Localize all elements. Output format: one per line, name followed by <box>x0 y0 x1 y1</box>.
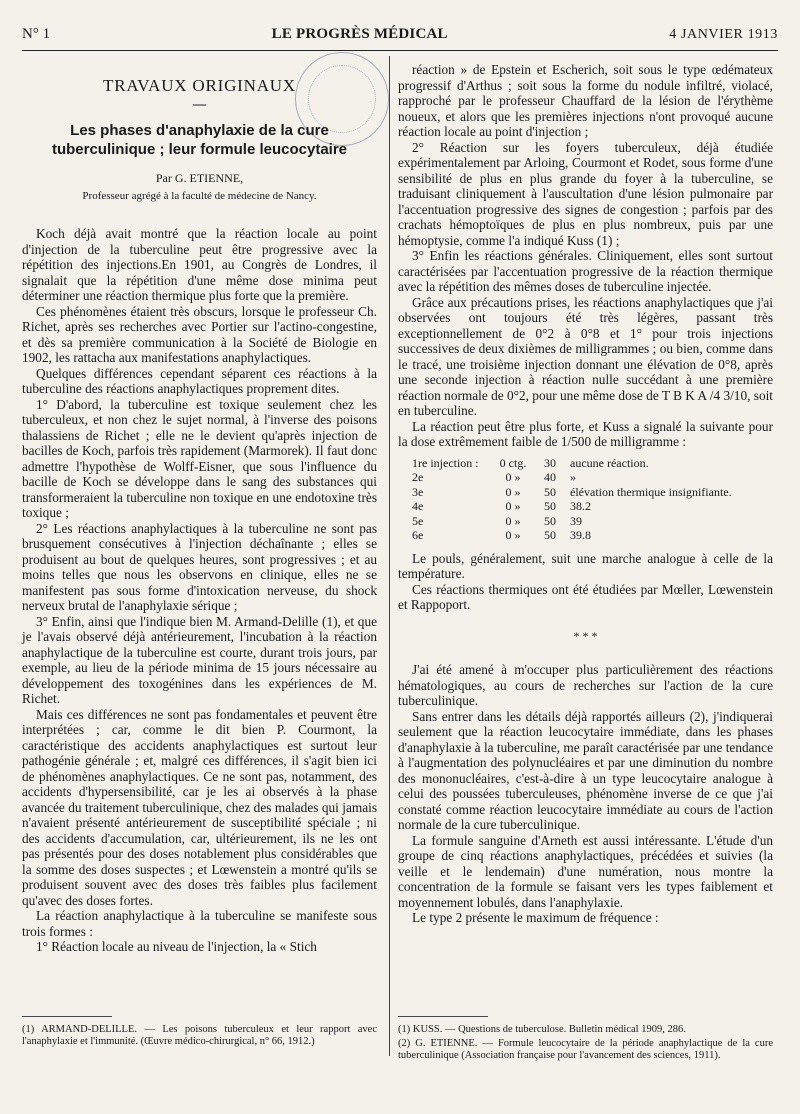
body-paragraph: La formule sanguine d'Arneth est aussi intéressante. L'étude d'un groupe de cinq réactions anaphylactiques, précédées et suivies (la veille et le lendemain) d'une numération, nous montre la concentration de la formule se faisant vers les types faiblement et moyennement lobulés, dans l'anaphylaxie. <box>398 832 773 910</box>
left-column <box>22 70 377 955</box>
table-cell-ctg: 0 » <box>505 484 521 499</box>
body-paragraph: 2° Les réactions anaphylactiques à la tuberculine ne sont pas brusquement consécutives à l'injection déchaînante ; elles se produisent au bout de quelques heures, sont progressives ; et au moins telles que nous les observons en clinique, elles ne se manifestent pas sous forme d'intoxication nerveuse, du shock nerveux brutal de l'anaphylaxie sérique ; <box>22 520 377 613</box>
body-paragraph: Ces phénomènes étaient très obscurs, lorsque le professeur Ch. Richet, après ses recherches avec Portier sur l'actino-congestine, et dès sa première communication à la Société de Biologie en 1902, les rattacha aux manifestations anaphylactiques. <box>22 303 377 365</box>
body-paragraph: 3° Enfin, ainsi que l'indique bien M. Armand-Delille (1), et que je l'avais observé déjà antérieurement, l'incubation à la réaction anaphylactique de la tuberculine est courte, durant trois jours, par exemple, au lieu de la période minima de 15 jours nécessaire au développement des toxogénines dans les expériences de M. Richet. <box>22 613 377 706</box>
table-cell-result: » <box>570 470 576 484</box>
section-dash: — <box>192 95 207 111</box>
table-cell-result: 38.2 <box>570 499 591 513</box>
table-row <box>412 470 773 485</box>
injection-table <box>412 456 773 543</box>
body-paragraph: 3° Enfin les réactions générales. Cliniquement, elles sont surtout caractérisées par l'accentuation progressive de la réaction thermique avec la répétition des mêmes doses de tuberculine injectée. <box>398 248 773 294</box>
body-paragraph: 2° Réaction sur les foyers tuberculeux, déjà étudiée expérimentalement par Arloing, Courmont et Rodet, sous forme d'une sensibilité de plus en plus grande du foyer à la tuberculine, se traduisant cliniquement à l'auscultation d'une lésion pulmonaire par l'accentuation progressive des signes de congestion ; parfois par des crachats hémoptoïques de plus en plus nombreux, puis par une hémoptysie, comme l'a indiqué Kuss (1) ; <box>398 139 773 248</box>
footnotes-left <box>22 1024 377 1050</box>
table-cell-dose: 50 <box>544 484 556 499</box>
footnote-rule-right <box>398 1016 488 1017</box>
table-cell-dose: 50 <box>544 513 556 528</box>
table-cell-result: 39 <box>570 513 582 528</box>
table-row <box>412 514 773 529</box>
body-paragraph: J'ai été amené à m'occuper plus particulièrement des réactions hématologiques, au cours de recherches sur l'action de la cure tuberculinique. <box>398 662 773 708</box>
author-affiliation: Professeur agrégé à la faculté de médecine de Nancy. <box>82 189 317 202</box>
right-body-a <box>398 62 773 450</box>
section-heading: TRAVAUX ORIGINAUX <box>103 76 296 95</box>
table-cell-inj: 4e <box>412 499 424 513</box>
table-cell-ctg: 0 » <box>505 528 521 542</box>
body-paragraph: réaction » de Epstein et Escherich, soit sous le type œdémateux progressif d'Arthus ; soit sous la forme du nodule infiltré, violacé, rapproché par le professeur Chauffard de la lésion de l'érythème noueux, et alors que les premières injections n'ont provoqué aucune réaction locale au point d'injection ; <box>398 62 773 139</box>
right-column <box>398 62 773 926</box>
table-cell-result: élévation thermique insignifiante. <box>570 484 732 499</box>
section-separator: * * * <box>573 628 598 643</box>
body-paragraph: La réaction anaphylactique à la tuberculine se manifeste sous trois formes : <box>22 908 377 939</box>
author-byline: Par G. ETIENNE, <box>155 171 244 185</box>
table-row <box>412 499 773 514</box>
table-cell-ctg: 0 » <box>505 470 521 484</box>
footnote: (2) G. ETIENNE. — Formule leucocytaire de la période anaphylactique de la cure tuberculinique (Association française pour l'avancement des sciences, 1911). <box>398 1038 773 1061</box>
table-cell-ctg: 0 » <box>505 513 521 528</box>
right-body-b <box>398 551 773 613</box>
issue-number: N° 1 <box>22 26 51 42</box>
body-paragraph: Koch déjà avait montré que la réaction locale au point d'injection de la tuberculine peut être progressive avec la répétition des injections.En 1901, au Congrès de Londres, il signalait que la répétition d'une même dose minima peut déterminer une réaction thermique plus forte que la première. <box>22 226 377 303</box>
body-paragraph: 1° Réaction locale au niveau de l'injection, la « Stich <box>36 939 317 954</box>
body-paragraph: La réaction peut être plus forte, et Kuss a signalé la suivante pour la dose extrêmement faible de 1/500 de milligramme : <box>398 418 773 449</box>
table-cell-inj: 1re injection : <box>412 455 479 470</box>
table-cell-inj: 6e <box>412 528 424 542</box>
body-paragraph: Mais ces différences ne sont pas fondamentales et peuvent être interprétées ; car, comme le dit bien P. Courmont, la caractéristique des accidents anaphylactiques est surtout leur pathogénie générale ; et, malgré ces différences, il s'agit bien ici de phénomènes anaphylactiques. Ce ne sont pas, notamment, des accidents d'hypersensibilité, car je les ai observés à la phase avancée du traitement tuberculinique, chez des malades qui jamais n'avaient présenté antérieurement de susceptibilité spéciale ; ni des accidents d'accumulation, car, ultérieurement, ils ne les ont pas présentés pour des doses notablement plus considérables que la somme des doses suspectes ; et Lœwenstein a montré qu'ils se produisent souvent avec des doses très faibles plus facilement qu'avec des doses fortes. <box>22 706 377 908</box>
issue-date: 4 JANVIER 1913 <box>669 27 778 42</box>
body-paragraph: Le type 2 présente le maximum de fréquence : <box>412 910 659 925</box>
footnote: (1) KUSS. — Questions de tuberculose. Bulletin médical 1909, 286. <box>398 1024 686 1035</box>
table-cell-ctg: 0 ctg. <box>499 455 527 470</box>
body-paragraph: Sans entrer dans les détails déjà rapportés ailleurs (2), j'indiquerai seulement que la réaction leucocytaire immédiate, dans les phases d'anaphylaxie à la tuberculine, me paraît caractérisée par une tendance à l'augmentation des polynucléaires et par une diminution du nombre des mononucléaires, c'est-à-dire à un type leucocytaire analogue à celui des poussées tuberculeuses, phénomène inverse de ce que j'ai constaté comme réaction leucocytaire immédiate au cours de l'action normale de la cure tuberculinique. <box>398 708 773 832</box>
footnote: (1) ARMAND-DELILLE. — Les poisons tuberculeux et leur rapport avec l'anaphylaxie et l'immunité. (Œuvre médico-chirurgical, n° 66, 1912.) <box>22 1024 377 1047</box>
table-cell-dose: 40 <box>544 470 556 484</box>
right-body-c <box>398 662 773 926</box>
footnote-rule-left <box>22 1016 112 1017</box>
footnotes-right <box>398 1024 773 1064</box>
table-cell-dose: 50 <box>544 528 556 542</box>
table-cell-result: 39.8 <box>570 528 591 542</box>
body-paragraph: Grâce aux précautions prises, les réactions anaphylactiques que j'ai observées ont toujours été très légères, passant très exceptionnellement de 0°2 à 0°8 et 1° pour trois injections successives de deux dixièmes de milligrammes ; ou bien, comme dans le tracé, une troisième injection donnant une élévation de 0°8, après une seconde injection à réaction nulle succédant à une première réaction normale de 0°2, pour une même dose de T B K A /4 3/10, soit en tuberculine. <box>398 294 773 418</box>
running-header <box>22 26 778 48</box>
body-paragraph: Le pouls, généralement, suit une marche analogue à celle de la température. <box>398 550 773 581</box>
table-cell-dose: 50 <box>544 499 556 513</box>
table-cell-inj: 5e <box>412 513 424 528</box>
left-body <box>22 226 377 955</box>
article-title: Les phases d'anaphylaxie de la cure tuberculinique ; leur formule leucocytaire <box>51 122 348 158</box>
header-rule <box>22 50 778 51</box>
table-cell-inj: 2e <box>412 470 424 484</box>
journal-name: LE PROGRÈS MÉDICAL <box>271 26 448 42</box>
table-row <box>412 485 773 500</box>
table-cell-result: aucune réaction. <box>570 455 649 470</box>
table-row <box>412 456 773 471</box>
table-cell-inj: 3e <box>412 484 424 499</box>
body-paragraph: Quelques différences cependant séparent ces réactions à la tuberculine des réactions anaphylactiques proprement dites. <box>22 365 377 396</box>
body-paragraph: 1° D'abord, la tuberculine est toxique seulement chez les tuberculeux, et non chez le sujet normal, à l'inverse des poisons thalassiens de Richet ; elle ne le devient qu'après injection de bacilles de Koch, parfois très rapidement (Marmorek). Il faut donc admettre l'hypothèse de Wolff-Eisner, que sous l'influence du bacille de Koch se développe dans le sang des substances qui transformeraient la tuberculine non toxique en une endotoxine très toxique ; <box>22 396 377 520</box>
column-rule <box>389 56 390 1056</box>
body-paragraph: Ces réactions thermiques ont été étudiées par Mœller, Lœwenstein et Rappoport. <box>398 581 773 612</box>
table-cell-ctg: 0 » <box>505 499 521 513</box>
table-cell-dose: 30 <box>544 455 556 470</box>
table-row <box>412 528 773 543</box>
